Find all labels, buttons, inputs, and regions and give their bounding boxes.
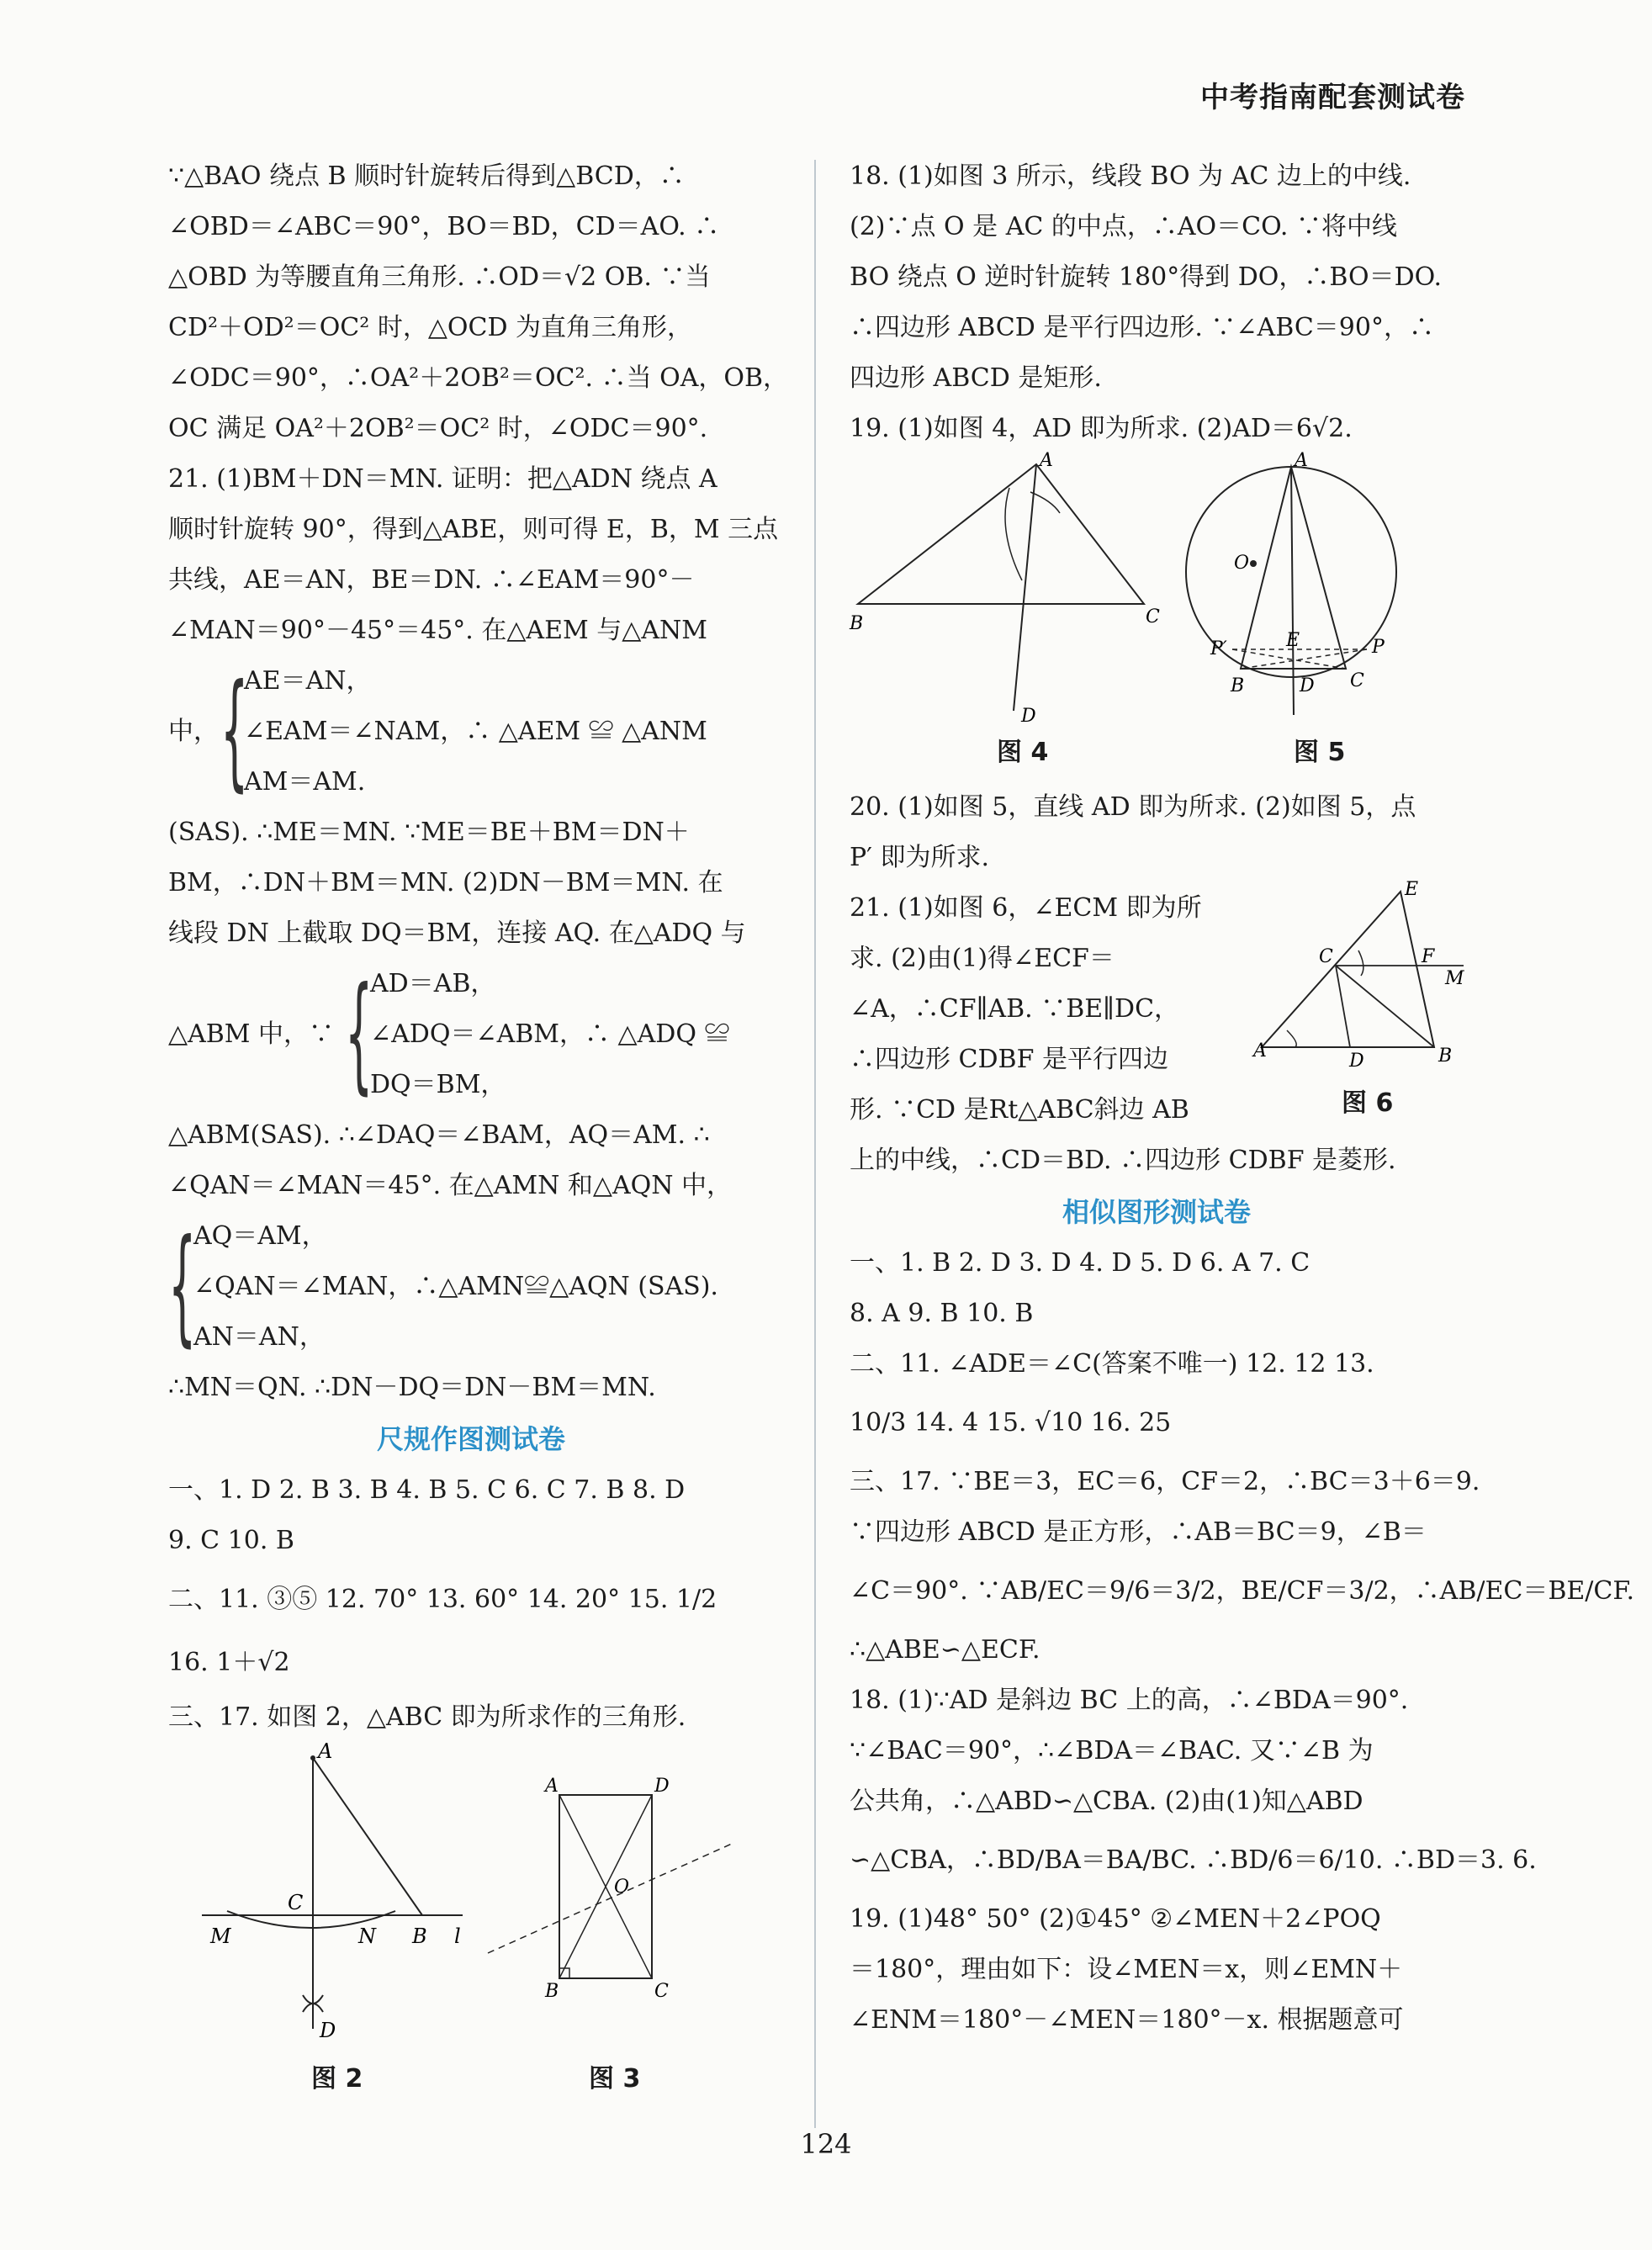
figure-caption: 图 2 bbox=[311, 2064, 363, 2094]
equation-system bbox=[168, 1211, 774, 1363]
point-label: C bbox=[654, 1981, 669, 2002]
text-line: ∠QAN＝∠MAN＝45°. 在△AMN 和△AQN 中， bbox=[168, 1171, 733, 1200]
text-line: ∠MAN＝90°－45°＝45°. 在△AEM 与△ANM bbox=[168, 616, 707, 645]
point-label: M bbox=[210, 1924, 231, 1948]
point-label: D bbox=[1300, 675, 1315, 696]
answer-line: 公共角，∴△ABD∽△CBA. (2)由(1)知△ABD bbox=[850, 1787, 1363, 1816]
text-line: 顺时针旋转 90°，得到△ABE，则可得 E，B，M 三点 bbox=[168, 515, 779, 544]
answer-line: 一、1. B 2. D 3. D 4. D 5. D 6. A 7. C bbox=[850, 1248, 1310, 1278]
point-label: B bbox=[412, 1924, 427, 1948]
answer-line: 8. A 9. B 10. B bbox=[850, 1299, 1034, 1328]
figure-5 bbox=[1182, 450, 1443, 732]
system-line: AM＝AM. bbox=[244, 767, 366, 797]
brace-symbol: { bbox=[220, 658, 249, 804]
text-line: 21. (1)BM＋DN＝MN. 证明：把△ADN 绕点 A bbox=[168, 464, 717, 494]
figure-caption: 图 5 bbox=[1294, 738, 1346, 767]
text-line: 线段 DN 上截取 DQ＝BM，连接 AQ. 在△ADQ 与 bbox=[168, 919, 746, 948]
text-line: CD²＋OD²＝OC² 时，△OCD 为直角三角形， bbox=[168, 313, 693, 342]
point-label: A bbox=[318, 1739, 333, 1763]
point-label: B bbox=[850, 613, 864, 634]
system-prefix: △ABM 中，∵ bbox=[168, 1019, 335, 1049]
figure-4 bbox=[850, 450, 1169, 732]
section-title: 相似图形测试卷 bbox=[1062, 1196, 1251, 1228]
system-line: AN＝AN， bbox=[193, 1322, 325, 1352]
point-label: B bbox=[1438, 1046, 1453, 1067]
text-line: 共线，AE＝AN，BE＝DN. ∴∠EAM＝90°－ bbox=[168, 565, 695, 595]
point-label: B bbox=[545, 1981, 559, 2002]
point-label: D bbox=[320, 2019, 336, 2042]
answer-line: ∠ENM＝180°－∠MEN＝180°－x. 根据题意可 bbox=[850, 2005, 1404, 2035]
answer-line: 二、11. ③⑤ 12. 70° 13. 60° 14. 20° 15. 1/2 bbox=[168, 1585, 717, 1614]
text-line: ∠ODC＝90°，∴OA²＋2OB²＝OC². ∴当 OA，OB， bbox=[168, 363, 789, 393]
point-label: E bbox=[1405, 879, 1419, 900]
answer-line: ∵∠BAC＝90°，∴∠BDA＝∠BAC. 又∵∠B 为 bbox=[850, 1736, 1374, 1766]
text-line: 求. (2)由(1)得∠ECF＝ bbox=[850, 944, 1115, 973]
text-line: 上的中线，∴CD＝BD. ∴四边形 CDBF 是菱形. bbox=[850, 1146, 1396, 1175]
figure-caption: 图 4 bbox=[997, 738, 1049, 767]
point-label: D bbox=[1349, 1051, 1364, 1072]
section-title: 尺规作图测试卷 bbox=[376, 1423, 565, 1455]
brace-symbol: { bbox=[168, 1213, 197, 1359]
system-line: ∠EAM＝∠NAM，∴ △AEM ≌ △ANM bbox=[244, 717, 707, 746]
text-line: BO 绕点 O 逆时针旋转 180°得到 DO，∴BO＝DO. bbox=[850, 262, 1443, 292]
point-label: A bbox=[1253, 1040, 1267, 1061]
text-line: 18. (1)如图 3 所示，线段 BO 为 AC 边上的中线. bbox=[850, 161, 1411, 191]
point-label: P′ bbox=[1210, 638, 1227, 659]
point-label: O bbox=[1234, 553, 1250, 574]
system-line: AQ＝AM， bbox=[193, 1221, 327, 1251]
text-line: 20. (1)如图 5，直线 AD 即为所求. (2)如图 5，点 bbox=[850, 792, 1416, 822]
point-label: M bbox=[1445, 968, 1464, 989]
page-number: 124 bbox=[800, 2128, 852, 2160]
figure-row bbox=[168, 1739, 774, 2096]
answer-line: ∽△CBA，∴BD/BA＝BA/BC. ∴BD/6＝6/10. ∴BD＝3. 6. bbox=[850, 1845, 1537, 1875]
point-label: O bbox=[614, 1877, 630, 1898]
left-column bbox=[168, 151, 789, 2096]
point-label: C bbox=[288, 1891, 304, 1914]
text-line: △ABM(SAS). ∴∠DAQ＝∠BAM，AQ＝AM. ∴ bbox=[168, 1120, 710, 1150]
point-label: F bbox=[1422, 946, 1435, 967]
text-line: P′ 即为所求. bbox=[850, 843, 990, 872]
figure-row bbox=[850, 450, 1464, 782]
text-line: ∠OBD＝∠ABC＝90°，BO＝BD，CD＝AO. ∴ bbox=[168, 212, 720, 241]
text-line: (SAS). ∴ME＝MN. ∵ME＝BE＋BM＝DN＋ bbox=[168, 818, 690, 847]
text-line: 四边形 ABCD 是矩形. bbox=[850, 363, 1102, 393]
text-line: ∴四边形 CDBF 是平行四边 bbox=[850, 1045, 1168, 1074]
answer-line: 三、17. 如图 2，△ABC 即为所求作的三角形. bbox=[168, 1702, 686, 1732]
text-line: ∴四边形 ABCD 是平行四边形. ∵∠ABC＝90°，∴ bbox=[850, 313, 1434, 342]
equation-system bbox=[168, 959, 774, 1110]
text-line: 形. ∵CD 是Rt△ABC斜边 AB bbox=[850, 1095, 1189, 1125]
running-header: 中考指南配套测试卷 bbox=[1200, 81, 1465, 114]
right-column bbox=[850, 151, 1635, 2046]
text-line: ∵△BAO 绕点 B 顺时针旋转后得到△BCD，∴ bbox=[168, 161, 685, 191]
answer-line: 16. 1＋√2 bbox=[168, 1648, 290, 1677]
equation-system bbox=[168, 656, 774, 807]
system-line: DQ＝BM， bbox=[370, 1070, 506, 1099]
text-line: ∠A，∴CF∥AB. ∵BE∥DC， bbox=[850, 994, 1180, 1024]
answer-line: 三、17. ∵BE＝3，EC＝6，CF＝2，∴BC＝3＋6＝9. bbox=[850, 1467, 1480, 1496]
answer-line: 9. C 10. B bbox=[168, 1526, 294, 1555]
text-line: ∴MN＝QN. ∴DN－DQ＝DN－BM＝MN. bbox=[168, 1373, 656, 1402]
point-label: A bbox=[1295, 450, 1308, 471]
answer-line: ∴△ABE∽△ECF. bbox=[850, 1635, 1040, 1665]
figure-2 bbox=[193, 1739, 479, 2046]
figure-caption: 图 3 bbox=[589, 2064, 641, 2094]
point-label: E bbox=[1286, 630, 1300, 651]
point-label: C bbox=[1146, 606, 1160, 627]
text-line: △OBD 为等腰直角三角形. ∴OD＝√2 OB. ∵当 bbox=[168, 262, 711, 292]
point-label: D bbox=[654, 1776, 670, 1797]
answer-line: ∠C＝90°. ∵AB/EC＝9/6＝3/2，BE/CF＝3/2，∴AB/EC＝BE/CF. bbox=[850, 1576, 1635, 1606]
point-label: A bbox=[545, 1776, 559, 1797]
text-line: OC 满足 OA²＋2OB²＝OC² 时，∠ODC＝90°. bbox=[168, 414, 708, 443]
system-prefix: 中， bbox=[168, 717, 219, 746]
figure-3 bbox=[479, 1776, 765, 2079]
column-divider bbox=[814, 160, 816, 2128]
answer-line: 10/3 14. 4 15. √10 16. 25 bbox=[850, 1408, 1172, 1437]
point-label: A bbox=[1040, 450, 1053, 471]
point-label: C bbox=[1319, 946, 1333, 967]
point-label: N bbox=[358, 1924, 376, 1948]
text-line: (2)∵点 O 是 AC 的中点，∴AO＝CO. ∵将中线 bbox=[850, 212, 1397, 241]
point-label: P bbox=[1372, 637, 1385, 658]
question-21-text bbox=[850, 883, 1245, 1136]
text-line: 21. (1)如图 6，∠ECM 即为所 bbox=[850, 893, 1202, 923]
point-label: D bbox=[1021, 706, 1036, 727]
text-line: BM，∴DN＋BM＝MN. (2)DN－BM＝MN. 在 bbox=[168, 868, 723, 897]
answer-line: ＝180°，理由如下：设∠MEN＝x，则∠EMN＋ bbox=[850, 1955, 1403, 1984]
answer-line: 19. (1)48° 50° (2)①45° ②∠MEN＋2∠POQ bbox=[850, 1904, 1381, 1934]
point-label: l bbox=[454, 1924, 461, 1948]
answer-line: ∵四边形 ABCD 是正方形，∴AB＝BC＝9，∠B＝ bbox=[850, 1517, 1427, 1547]
system-line: AD＝AB， bbox=[370, 969, 496, 998]
brace-symbol: { bbox=[345, 961, 373, 1107]
system-line: ∠ADQ＝∠ABM，∴ △ADQ ≌ bbox=[370, 1019, 730, 1049]
figure-caption: 图 6 bbox=[1342, 1088, 1394, 1118]
answer-line: 18. (1)∵AD 是斜边 BC 上的高，∴∠BDA＝90°. bbox=[850, 1686, 1409, 1715]
answer-line: 一、1. D 2. B 3. B 4. B 5. C 6. C 7. B 8. D bbox=[168, 1475, 686, 1505]
point-label: C bbox=[1350, 670, 1364, 691]
figure-6 bbox=[1253, 879, 1464, 1102]
point-label: B bbox=[1231, 675, 1245, 696]
system-line: AE＝AN， bbox=[244, 666, 372, 696]
text-line: 19. (1)如图 4，AD 即为所求. (2)AD＝6√2. bbox=[850, 414, 1353, 443]
question-21-block bbox=[850, 879, 1464, 1136]
answer-line: 二、11. ∠ADE＝∠C(答案不唯一) 12. 12 13. bbox=[850, 1349, 1374, 1379]
system-line: ∠QAN＝∠MAN，∴△AMN≌△AQN (SAS). bbox=[193, 1272, 718, 1301]
